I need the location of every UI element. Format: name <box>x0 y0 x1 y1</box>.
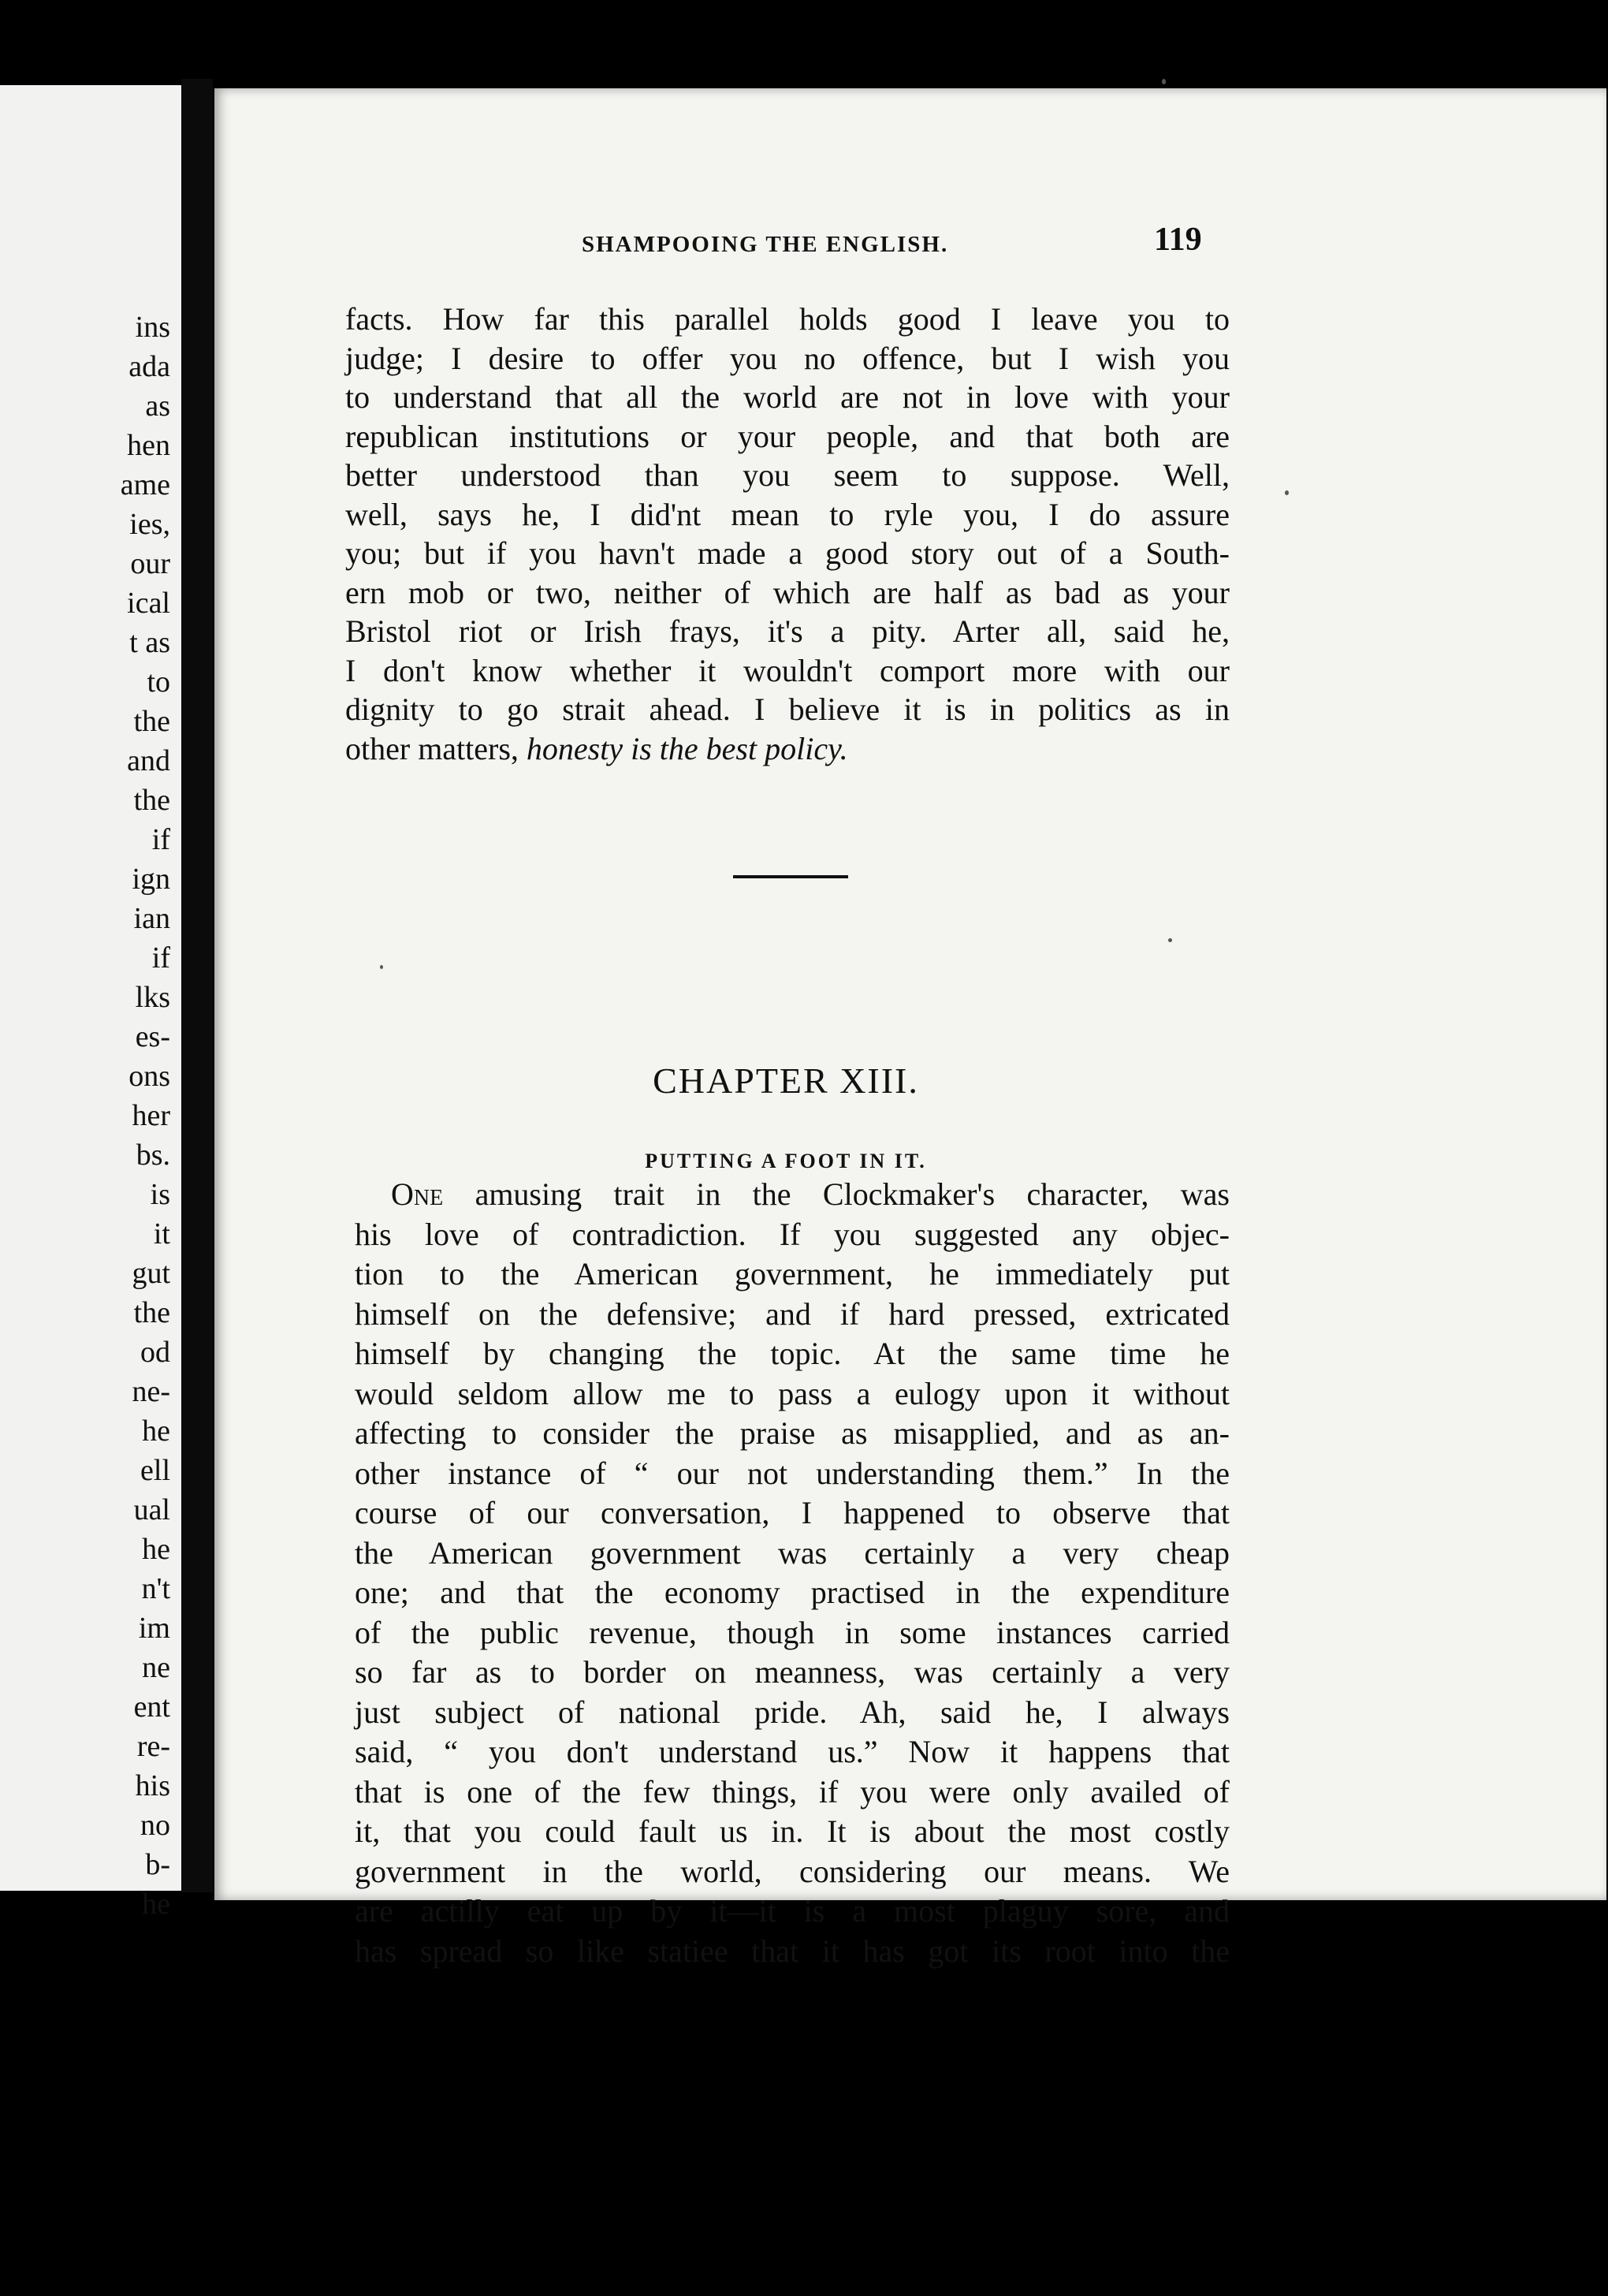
print-speck <box>1162 79 1166 84</box>
text-line: affecting to consider the praise as misapplied, and as an- <box>355 1415 1230 1451</box>
facing-page-text-fragment: the <box>133 705 170 738</box>
book-gutter <box>181 79 213 1892</box>
text-line: the American government was certainly a very cheap <box>355 1534 1230 1571</box>
text-line: of the public revenue, though in some instances carried <box>355 1614 1230 1650</box>
facing-page-text-fragment: ical <box>127 587 170 620</box>
facing-page-text-fragment: bs. <box>136 1139 170 1172</box>
facing-page-text-fragment: ent <box>133 1690 170 1724</box>
facing-page-text-fragment: hen <box>127 429 170 462</box>
paragraph-first-line <box>355 1175 1230 1215</box>
text-line: better understood than you seem to suppose. Well, <box>345 457 1230 493</box>
print-speck <box>1285 490 1289 495</box>
text-line: facts. How far this parallel holds good I leave you to <box>345 301 1230 337</box>
print-speck <box>380 965 383 969</box>
facing-page-text-fragment: ual <box>133 1493 170 1526</box>
facing-page-text-fragment: ins <box>135 311 170 344</box>
text-line: government in the world, considering our means. We <box>355 1853 1230 1889</box>
facing-page-text-fragment: re- <box>136 1730 170 1763</box>
text-line: judge; I desire to offer you no offence, but I wish you <box>345 340 1230 376</box>
facing-page-text-fragment: no <box>140 1809 170 1842</box>
facing-page-text-fragment: if <box>151 941 170 975</box>
facing-page-text-fragment: the <box>133 784 170 817</box>
text-line: well, says he, I did'nt mean to ryle you, I do assure <box>345 496 1230 532</box>
paragraph-final-line <box>345 729 1230 769</box>
text-line: would seldom allow me to pass a eulogy upon it without <box>355 1375 1230 1411</box>
chapter-title: CHAPTER XIII. <box>653 1060 919 1101</box>
facing-page-text-fragment: it <box>153 1217 170 1250</box>
running-head: SHAMPOOING THE ENGLISH. <box>582 232 949 257</box>
facing-page-text-fragment: and <box>127 744 170 777</box>
text-line: just subject of national pride. Ah, said he, I always <box>355 1694 1230 1730</box>
italic-motto: honesty is the best policy. <box>526 730 848 766</box>
facing-page-text-fragment: b- <box>145 1848 170 1881</box>
text-line: you; but if you havn't made a good story out of a South- <box>345 535 1230 571</box>
facing-page-text-fragment: ies, <box>129 508 170 541</box>
text-line: Bristol riot or Irish frays, it's a pity. Arter all, said he, <box>345 613 1230 649</box>
facing-page-text-fragment: ign <box>132 863 170 896</box>
print-speck <box>1168 938 1172 942</box>
facing-page-text-fragment: her <box>132 1099 170 1132</box>
text-line: that is one of the few things, if you were only availed of <box>355 1773 1230 1810</box>
facing-page-text-fragment: es- <box>135 1020 170 1053</box>
book-page <box>214 88 1606 1969</box>
facing-page-text-fragment: his <box>135 1769 170 1802</box>
facing-page-text-fragment: as <box>145 390 170 423</box>
text-line: are actilly eat up by it—it is a most plaguy sore, and <box>355 1893 1230 1929</box>
chapter-opening-paragraph <box>355 1175 1230 1971</box>
facing-page-text-fragment: lks <box>135 981 170 1014</box>
facing-page-text-fragment: od <box>140 1336 170 1369</box>
text-line: it, that you could fault us in. It is about the most costly <box>355 1813 1230 1849</box>
facing-page-text-fragment: to <box>147 665 170 699</box>
text-line: to understand that all the world are not in love with your <box>345 379 1230 415</box>
facing-page-text-fragment: he <box>142 1888 170 1921</box>
text-line: ern mob or two, neither of which are half as bad as your <box>345 574 1230 610</box>
facing-page-fragment <box>0 85 181 1921</box>
text-line: himself by changing the topic. At the same time he <box>355 1336 1230 1371</box>
text-line: so far as to border on meanness, was certainly a very <box>355 1654 1230 1690</box>
text-line: said, “ you don't understand us.” Now it happens that <box>355 1734 1230 1769</box>
facing-page-text-fragment: our <box>130 547 170 580</box>
facing-page-text-fragment: ne- <box>132 1375 170 1408</box>
text-line: tion to the American government, he immediately put <box>355 1256 1230 1292</box>
continued-paragraph <box>345 300 1230 768</box>
section-divider <box>733 875 848 878</box>
facing-page-text-fragment: ne <box>142 1651 170 1684</box>
facing-page-text-fragment: ell <box>140 1454 170 1487</box>
facing-page-text-fragment: ons <box>128 1060 170 1093</box>
text-line: his love of contradiction. If you suggested any objec- <box>355 1216 1230 1252</box>
facing-page-text-fragment: ame <box>120 468 170 501</box>
text-line: other instance of “ our not understanding them.” In the <box>355 1455 1230 1491</box>
facing-page-text-fragment: n't <box>141 1572 170 1605</box>
facing-page-text-fragment: t as <box>129 626 170 659</box>
text-line: I don't know whether it wouldn't comport more with our <box>345 652 1230 688</box>
text-line: has spread so like statiee that it has got its root into the <box>355 1933 1230 1969</box>
first-line-text: amusing trait in the Clockmaker's character, was <box>443 1176 1230 1212</box>
facing-page-text-fragment: he <box>142 1533 170 1566</box>
text-line: republican institutions or your people, and that both are <box>345 418 1230 454</box>
page-header <box>214 221 1606 268</box>
facing-page-text-fragment: he <box>142 1414 170 1448</box>
facing-page-text-fragment: ada <box>128 350 170 383</box>
facing-page-text-fragment: im <box>138 1612 170 1645</box>
facing-page-text-fragment: gut <box>132 1257 170 1290</box>
text-line: course of our conversation, I happened to observe that <box>355 1495 1230 1530</box>
facing-page-text-fragment: ian <box>133 902 170 935</box>
chapter-subtitle: PUTTING A FOOT IN IT. <box>645 1150 927 1172</box>
final-line-text: other matters, <box>345 730 527 766</box>
facing-page-text-fragment: is <box>150 1178 170 1211</box>
text-line: himself on the defensive; and if hard pressed, extricated <box>355 1295 1230 1332</box>
page-number: 119 <box>1154 222 1202 258</box>
facing-page-text-fragment: if <box>151 823 170 856</box>
text-line: one; and that the economy practised in the expenditure <box>355 1575 1230 1610</box>
text-line: dignity to go strait ahead. I believe it is in politics as in <box>345 691 1230 727</box>
facing-page-text-fragment: the <box>133 1296 170 1329</box>
small-caps-opening: One <box>391 1176 444 1212</box>
